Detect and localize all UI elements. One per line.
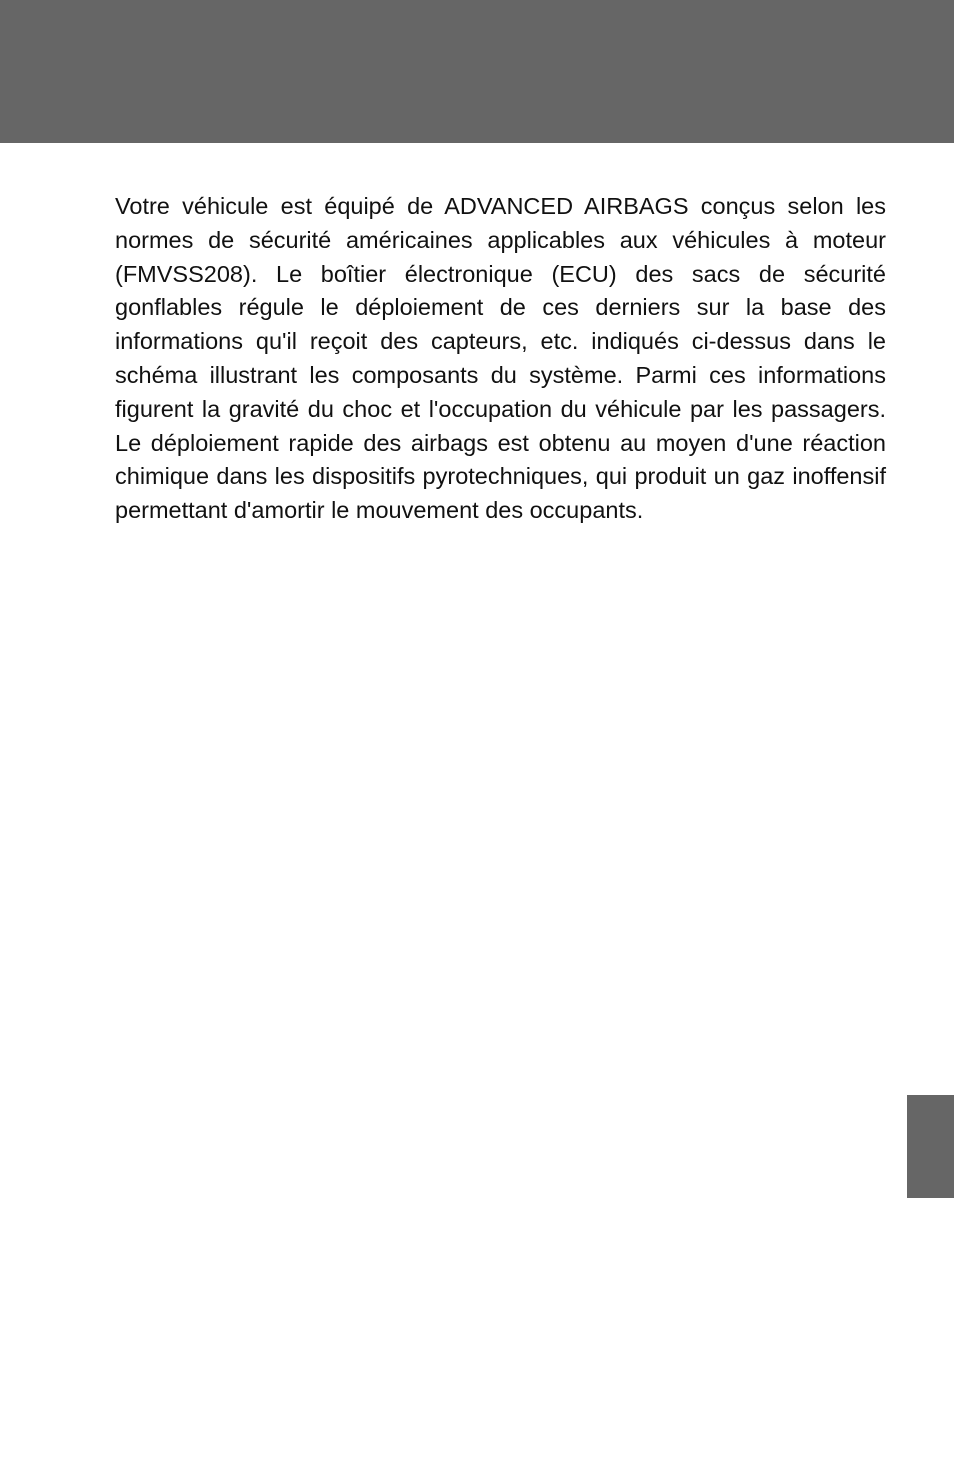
section-tab — [907, 1095, 954, 1198]
header-band — [0, 0, 954, 143]
body-paragraph: Votre véhicule est équipé de ADVANCED AIRBAGS conçus selon les normes de sécurité américaines applicables aux véhicules à moteur (FMVSS208). Le boîtier électronique (ECU) des sacs de sécurité gonflables régule le déploiement de ces derniers sur la base des informations qu'il reçoit des capteurs, etc. indiqués ci-dessus dans le schéma illustrant les composants du système. Parmi ces informations figurent la gravité du choc et l'occupation du véhicule par les passagers. Le déploiement rapide des airbags est obtenu au moyen d'une réaction chimique dans les dispositifs pyrotechniques, qui produit un gaz inoffensif permettant d'amortir le mouvement des occupants. — [115, 193, 886, 524]
